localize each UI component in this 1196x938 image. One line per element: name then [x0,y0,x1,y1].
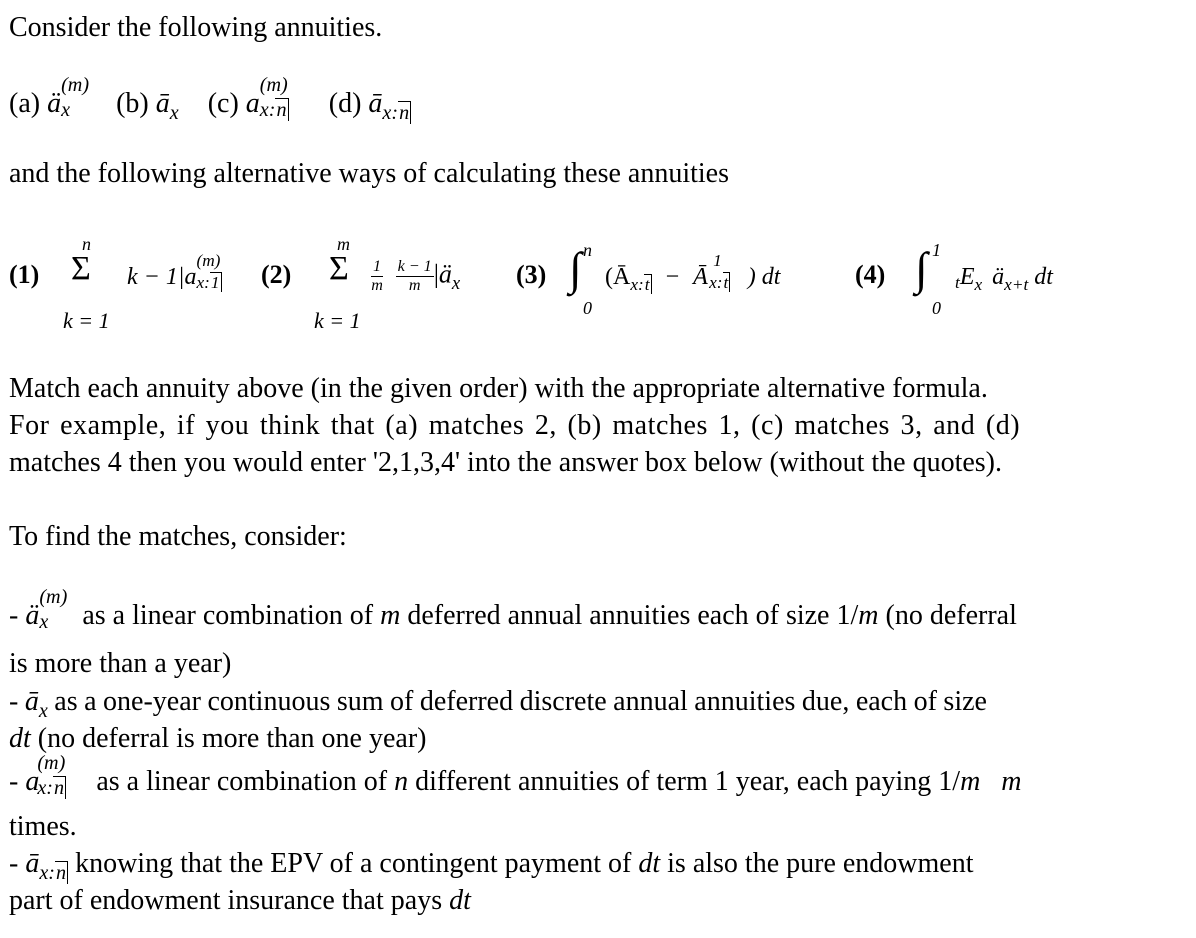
formula-3-body: ($Ā_{x:t}$ − Ā 1 x:t ) dt [605,251,781,295]
instruction-line-2: For example, if you think that (a) matches 2, (b) matches 1, (c) matches 3, and (d) [9,410,1021,441]
formula-1-body: k − 1|a (m) x:1 [127,251,221,292]
formula-1-sum-bottom: k = 1 [63,308,110,333]
formula-4-integral: ∫ [915,243,928,294]
formula-4-upper-limit: 1 [932,240,941,260]
formula-2-label: (2) [261,260,292,289]
formulas-row [9,228,1189,338]
instruction-line-1: Match each annuity above (in the given order) with the appropriate alternative formula. [9,373,988,404]
annuity-b: (b) $ā_x$ [116,88,179,125]
hint-intro: To find the matches, consider: [9,521,347,552]
formula-1-label: (1) [9,260,40,289]
formula-1-sum-top: n [82,234,91,254]
formula-3-label: (3) [516,260,547,289]
question-intro: Consider the following annuities. [9,12,383,43]
formula-4-body: $tE_x$ $ä_{x+t}$ dt [955,264,1053,295]
formula-3-integral: ∫ [569,243,582,294]
formula-2-sum-top: m [337,234,350,254]
annuities-row [9,73,411,125]
alternatives-intro: and the following alternative ways of calculating these annuities [9,158,729,189]
formula-4-label: (4) [855,260,886,289]
annuity-c: (c) a (m) x:n [207,73,288,122]
formula-3-lower-limit: 0 [583,298,592,318]
annuity-d: (d) $ā_{x:n}$ [328,88,410,125]
formula-2-sigma: Σ [329,250,349,287]
formula-2-body: $\frac{1}{m}$ $\frac{k - 1}{m}$ $|ä_x$ [371,258,461,295]
formula-3-upper-limit: n [583,240,592,260]
annuity-a: (a) ä (m) x [9,73,90,122]
formula-1-sigma: Σ [71,250,91,287]
instruction-line-3: matches 4 then you would enter '2,1,3,4' into the answer box below (without the quotes). [9,447,1003,478]
formula-2-sum-bottom: k = 1 [314,308,361,333]
formula-4-lower-limit: 0 [932,298,941,318]
